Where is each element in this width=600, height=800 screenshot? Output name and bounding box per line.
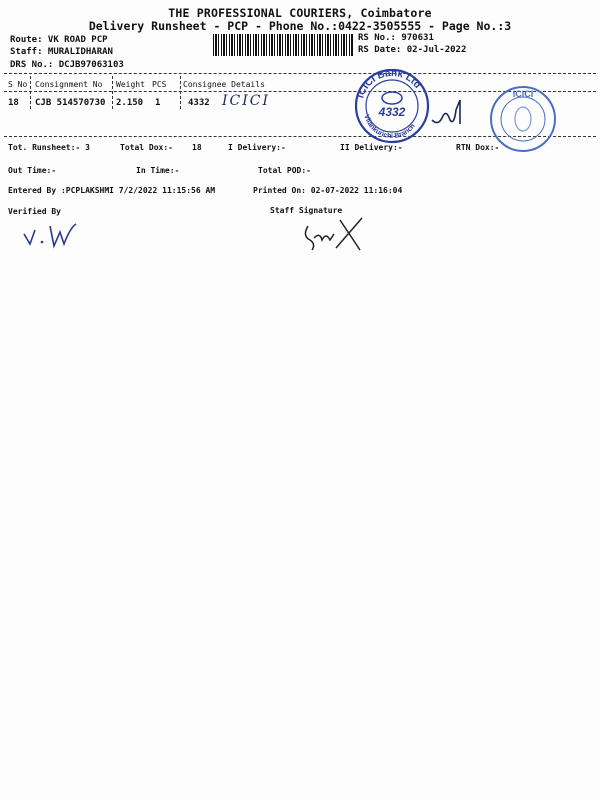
initial-scribble — [430, 96, 466, 130]
total-dox-label: Total Dox:- — [120, 143, 173, 152]
header-pcs: PCS — [152, 80, 167, 89]
header-sno: S No — [8, 80, 28, 89]
rs-number: RS No.: 970631 — [358, 33, 434, 43]
stamp-bank-fragment: ICICI — [512, 89, 534, 99]
in-time: In Time:- — [136, 166, 180, 175]
row-consignee-name: ICICI — [222, 93, 271, 109]
printed-on: Printed On: 02-07-2022 11:16:04 — [253, 186, 403, 195]
document-title: THE PROFESSIONAL COURIERS, Coimbatore — [168, 6, 432, 20]
staff-label: Staff: MURALIDHARAN — [10, 47, 113, 57]
column-divider — [180, 76, 181, 109]
stamp-bank-name: ICICI Bank Ltd — [355, 67, 423, 100]
stamp-branch: Vilankurichi Branch — [362, 113, 417, 141]
row-pcs: 1 — [155, 98, 161, 108]
row-weight: 2.150 — [116, 98, 144, 108]
total-pod: Total POD:- — [258, 166, 311, 175]
header-consignment: Consignment No — [35, 80, 103, 89]
bank-stamp — [350, 66, 434, 146]
row-sno: 18 — [8, 98, 19, 108]
row-consignee-code: 4332 — [188, 98, 210, 108]
tot-runsheet: Tot. Runsheet:- 3 — [8, 143, 90, 152]
table-top-rule — [4, 73, 596, 74]
ii-delivery: II Delivery:- — [340, 143, 403, 152]
column-divider — [112, 76, 113, 109]
verified-by-label: Verified By — [8, 207, 61, 216]
staff-signature — [300, 214, 370, 254]
drs-number: DRS No.: DCJB97063103 — [10, 60, 124, 70]
staff-signature-label: Staff Signature — [270, 206, 343, 215]
header-consignee: Consignee Details — [183, 80, 265, 89]
bank-stamp-faded — [486, 83, 560, 155]
rtn-dox: RTN Dox:- — [456, 143, 500, 152]
column-divider — [30, 76, 31, 109]
out-time: Out Time:- — [8, 166, 57, 175]
barcode — [213, 34, 353, 56]
document-subtitle: Delivery Runsheet - PCP - Phone No.:0422-3505555 - Page No.:3 — [88, 19, 512, 33]
rs-date: RS Date: 02-Jul-2022 — [358, 45, 467, 55]
total-dox-value: 18 — [192, 143, 202, 152]
i-delivery: I Delivery:- — [228, 143, 286, 152]
entered-by: Entered By :PCPLAKSHMI 7/2/2022 11:15:56 AM — [8, 186, 216, 195]
header-weight: Weight — [116, 80, 145, 89]
svg-text:ICICI Bank Ltd — [355, 68, 423, 100]
verified-signature — [20, 216, 90, 252]
stamp-code: 4332 — [378, 105, 406, 119]
row-consignment: CJB 514570730 — [35, 98, 106, 108]
route-label: Route: VK ROAD PCP — [10, 35, 108, 45]
